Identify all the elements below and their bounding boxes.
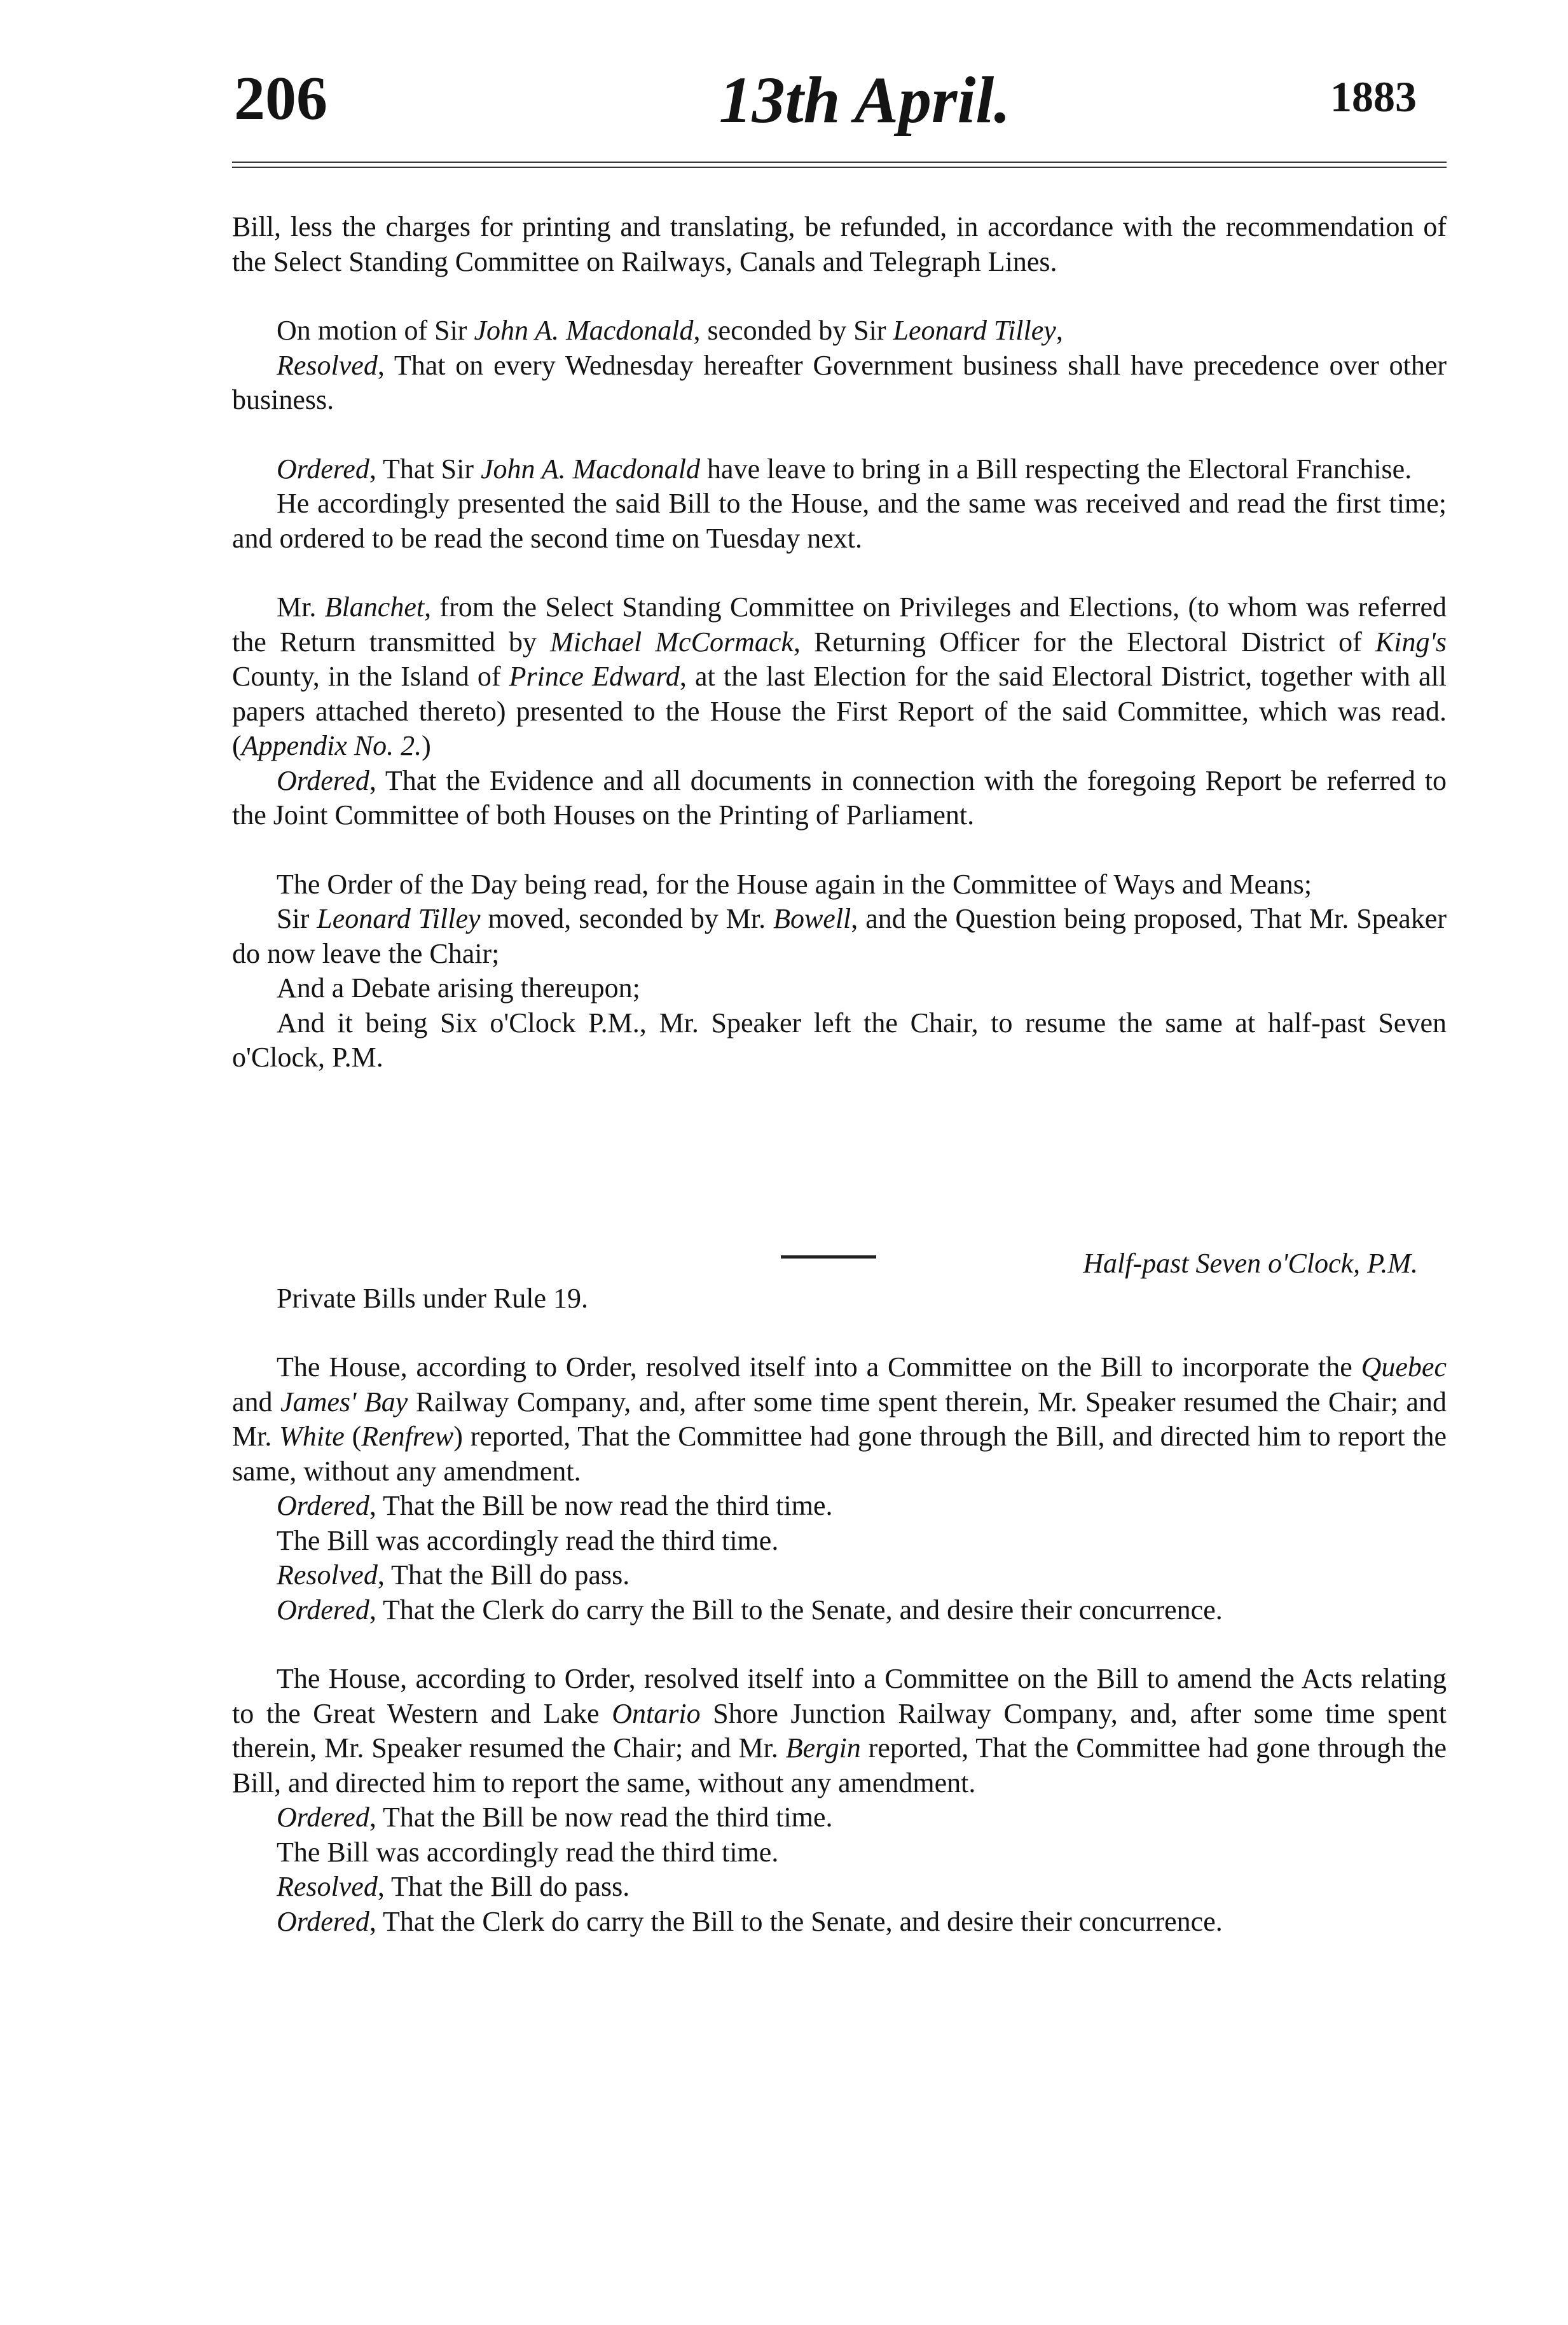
paragraph-blanchet-report: Mr. Blanchet, from the Select Standing Committee on Privileges and Elections, (to whom was referred the Return transmitted by Michael McCormack, Returning Officer for the Electoral District of King's County, in the Island of Prince Edward, at the last Election for the said Electoral District, together with all papers attached thereto) presented to the House the First Report of the said Committee, which was read. (Appendix No. 2.)	[232, 591, 1447, 761]
paragraph-order-of-day: The Order of the Day being read, for the House again in the Committee of Ways and Means;	[277, 868, 1312, 900]
paragraph-refund: Bill, less the charges for printing and translating, be refunded, in accordance with the recommendation of the Select Standing Committee on Railways, Canals and Telegraph Lines.	[232, 211, 1447, 277]
header-date: 13th April.	[719, 64, 1011, 137]
paragraph-motion: On motion of Sir John A. Macdonald, seconded by Sir Leonard Tilley,	[277, 315, 1063, 346]
paragraph-ordered-senate-2: Ordered, That the Clerk do carry the Bill to the Senate, and desire their concurrence.	[277, 1905, 1223, 1937]
paragraph-read-third-1: The Bill was accordingly read the third time.	[277, 1524, 779, 1556]
time-heading: Half-past Seven o'Clock, P.M.	[1083, 1248, 1418, 1279]
paragraph-resolved-pass-1: Resolved, That the Bill do pass.	[277, 1559, 630, 1590]
paragraph-ordered-third-reading-1: Ordered, That the Bill be now read the third time.	[277, 1490, 833, 1521]
header-year: 1883	[1330, 72, 1417, 121]
journal-body-upper	[232, 210, 1447, 1075]
paragraph-quebec-bill: The House, according to Order, resolved itself into a Committee on the Bill to incorporate the Quebec and James' Bay Railway Company, and, after some time spent therein, Mr. Speaker resumed the Chair; and Mr. White (Renfrew) reported, That the Committee had gone through the Bill, and directed him to report the same, without any amendment.	[232, 1351, 1447, 1487]
paragraph-resolved-wednesday: Resolved, That on every Wednesday hereafter Government business shall have precedence over other business.	[232, 349, 1447, 415]
paragraph-tilley-moved: Sir Leonard Tilley moved, seconded by Mr. Bowell, and the Question being proposed, That Mr. Speaker do now leave the Chair;	[232, 903, 1447, 969]
paragraph-ordered-franchise: Ordered, That Sir John A. Macdonald have leave to bring in a Bill respecting the Electoral Franchise.	[277, 453, 1412, 485]
page-number: 206	[234, 64, 327, 133]
paragraph-read-third-2: The Bill was accordingly read the third time.	[277, 1836, 779, 1868]
journal-body-lower	[232, 1246, 1447, 1939]
paragraph-ordered-third-reading-2: Ordered, That the Bill be now read the third time.	[277, 1802, 833, 1833]
paragraph-six-oclock: And it being Six o'Clock P.M., Mr. Speaker left the Chair, to resume the same at half-past Seven o'Clock, P.M.	[232, 1007, 1447, 1073]
header-double-rule	[232, 162, 1447, 168]
paragraph-ordered-senate-1: Ordered, That the Clerk do carry the Bill to the Senate, and desire their concurrence.	[277, 1594, 1223, 1625]
paragraph-ordered-evidence: Ordered, That the Evidence and all documents in connection with the foregoing Report be referred to the Joint Committee of both Houses on the Printing of Parliament.	[232, 764, 1447, 831]
paragraph-first-reading: He accordingly presented the said Bill to the House, and the same was received and read the first time; and ordered to be read the second time on Tuesday next.	[232, 488, 1447, 554]
private-bills-heading: Private Bills under Rule 19.	[277, 1282, 589, 1314]
paragraph-resolved-pass-2: Resolved, That the Bill do pass.	[277, 1871, 630, 1902]
paragraph-debate: And a Debate arising thereupon;	[277, 972, 640, 1004]
paragraph-great-western-bill: The House, according to Order, resolved itself into a Committee on the Bill to amend the Acts relating to the Great Western and Lake Ontario Shore Junction Railway Company, and, after some time spent therein, Mr. Speaker resumed the Chair; and Mr. Bergin reported, That the Committee had gone through the Bill, and directed him to report the same, without any amendment.	[232, 1663, 1447, 1798]
